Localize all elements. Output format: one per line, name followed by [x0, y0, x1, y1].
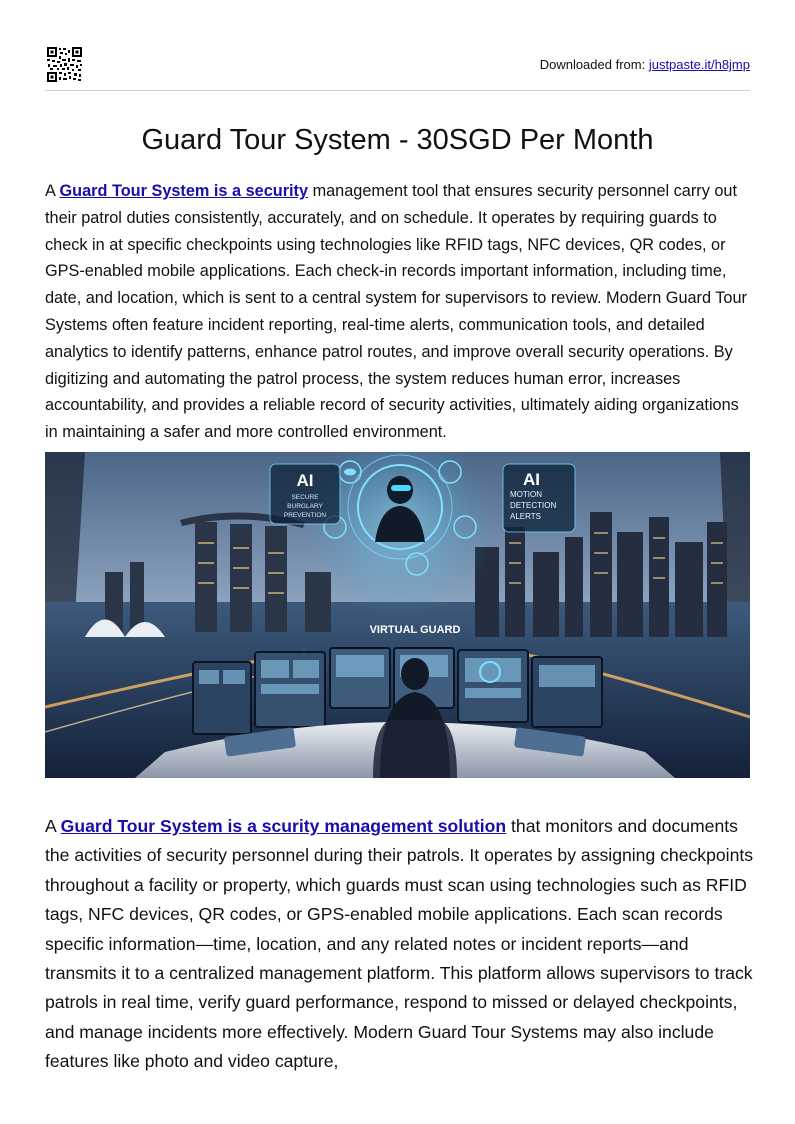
download-source-label: Downloaded from:: [539, 57, 646, 72]
second-lead: A: [45, 816, 56, 836]
left-panel-line-2: BURGLARY: [287, 503, 323, 510]
right-panel-line-1: MOTION: [510, 490, 542, 499]
download-source: [540, 57, 750, 72]
right-panel-title: AI: [523, 470, 540, 489]
right-panel-line-3: ALERTS: [510, 512, 541, 521]
intro-lead: A: [45, 182, 55, 200]
page-title: Guard Tour System - 30SGD Per Month: [141, 124, 654, 156]
header-divider: [45, 90, 750, 91]
intro-body: management tool that ensures security personnel carry out their patrol duties consistently, accurately, and on schedule. It operates by requiring guards to check in at specific checkpoints using technologies like RFID tags, NFC devices, QR codes, or GPS-enabled mobile applications. Each check-in records important information, including time, date, and location, which is sent to a central system for supervisors to review. Modern Guard Tour Systems often feature incident reporting, real-time alerts, communication tools, and detailed analytics to identify patterns, enhance patrol routes, and improve overall security operations. By digitizing and automating the patrol process, the system reduces human error, increases accountability, and provides a reliable record of security activities, ultimately aiding organizations in maintaining a safer and more controlled environment.: [45, 182, 747, 442]
second-keyword-link[interactable]: Guard Tour System is a scurity management solution: [60, 816, 507, 836]
left-panel-line-1: SECURE: [291, 494, 319, 501]
second-body: that monitors and documents the activities of security personnel during their patrols. It operates by assigning checkpoints throughout a facility or property, which guards must scan using technologies such as RFID tags, NFC devices, QR codes, or GPS-enabled mobile applications. Each scan records specific information—time, location, and any related notes or incident reports—and transmits it to a centralized management platform. This platform allows supervisors to track patrols in real time, verify guard performance, respond to missed or delayed checkpoints, and manage incidents more effectively. Modern Guard Tour Systems may also include features like photo and video capture,: [45, 816, 754, 1072]
virtual-guard-label: VIRTUAL GUARD: [369, 624, 461, 636]
virtual-guard-illustration: [45, 452, 750, 778]
left-panel-line-3: PREVENTION: [283, 512, 327, 519]
second-paragraph: [45, 812, 757, 1077]
right-panel-line-2: DETECTION: [510, 501, 557, 510]
hero-image: [45, 452, 750, 778]
left-panel-title: AI: [296, 471, 314, 490]
qr-code-icon: [47, 47, 82, 82]
download-source-link[interactable]: justpaste.it/h8jmp: [648, 57, 750, 72]
intro-keyword-link[interactable]: Guard Tour System is a security: [59, 182, 309, 200]
intro-paragraph: [45, 178, 755, 446]
